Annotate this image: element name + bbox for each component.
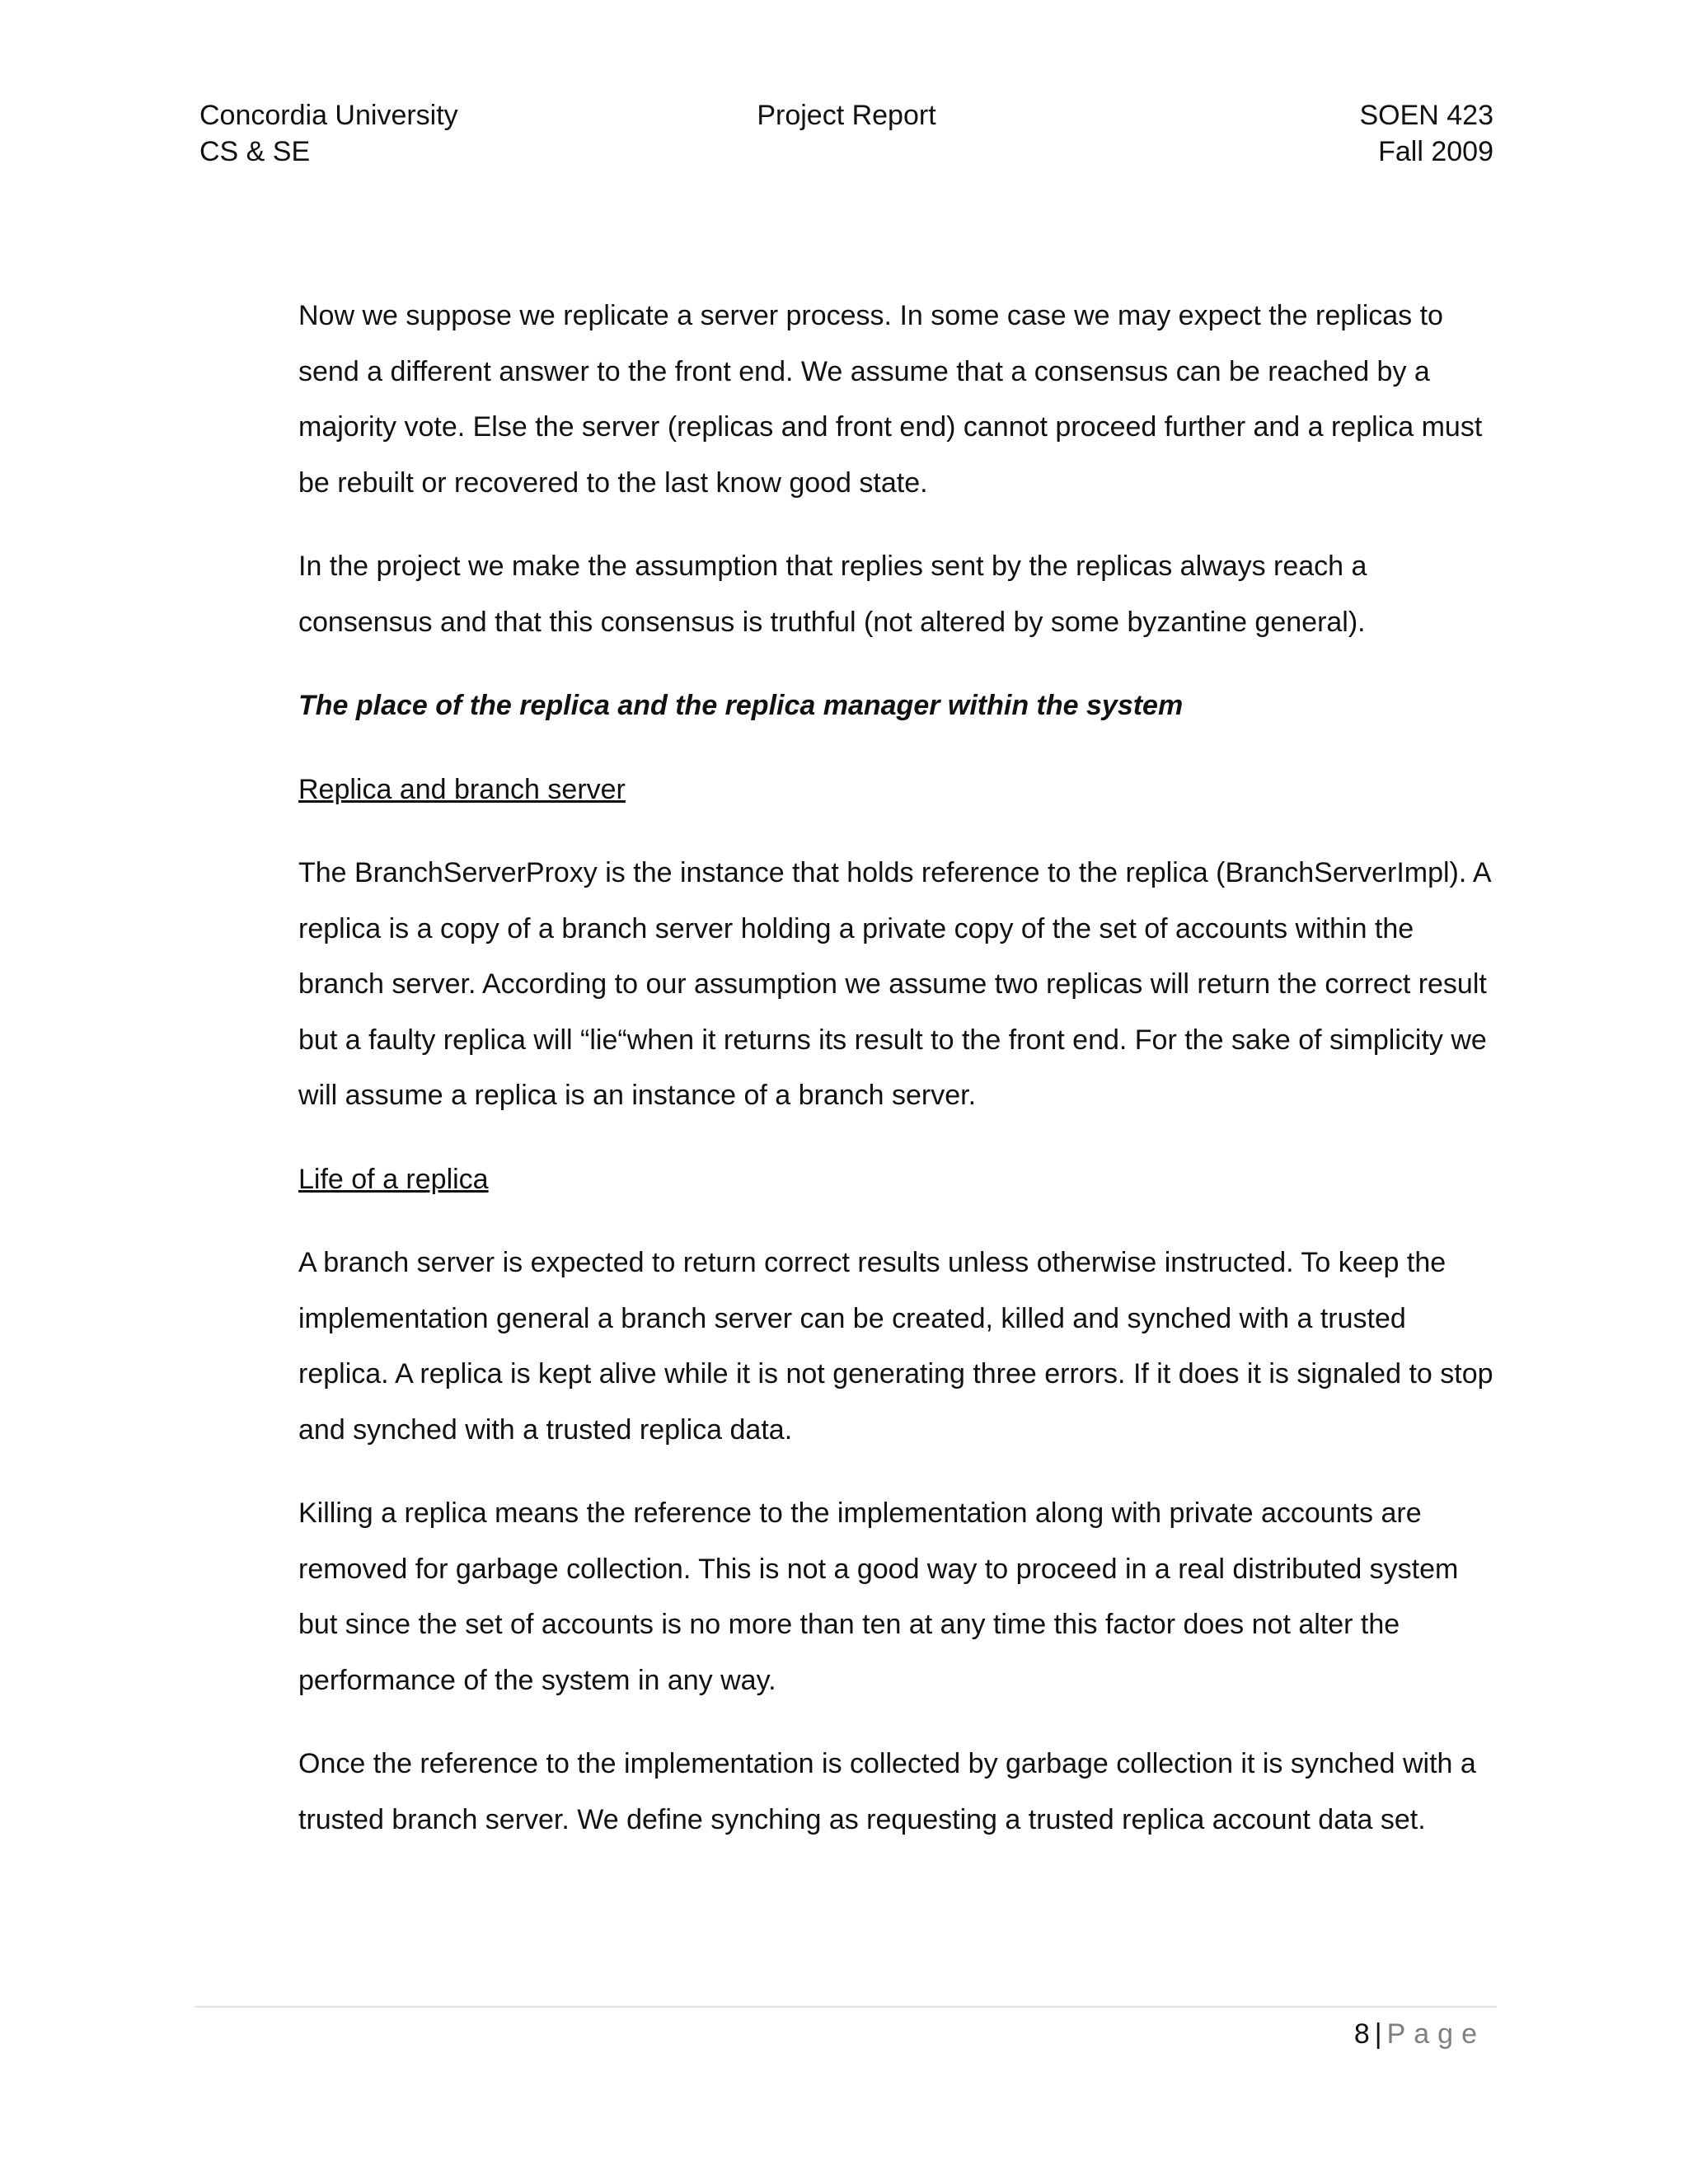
- header-term: Fall 2009: [1378, 136, 1493, 167]
- body-paragraph: Once the reference to the implementation is collected by garbage collection it is synched with a trusted branch server. We define synching as requesting a trusted replica account data set.: [298, 1748, 1476, 1835]
- header-institution: Concordia University: [199, 100, 458, 131]
- footer-divider: [195, 2006, 1497, 2008]
- document-body: [298, 288, 1502, 1876]
- page-header: [199, 97, 1493, 180]
- body-paragraph: A branch server is expected to return correct results unless otherwise instructed. To keep the implementation general a branch server can be created, killed and synched with a trusted replica. A replica is kept alive while it is not generating three errors. If it does it is signaled to stop and synched with a trusted replica data.: [298, 1247, 1493, 1446]
- page-footer: [1354, 2016, 1485, 2052]
- footer-separator: |: [1374, 2018, 1382, 2050]
- subsection-heading-replica-and-branch-server: Replica and branch server: [298, 773, 626, 805]
- section-heading: The place of the replica and the replica manager within the system: [298, 690, 1184, 721]
- page-label: Page: [1386, 2018, 1485, 2050]
- header-department: CS & SE: [199, 136, 311, 167]
- body-paragraph: The BranchServerProxy is the instance that holds reference to the replica (BranchServerImpl). A replica is a copy of a branch server holding a private copy of the set of accounts within the branch server. According to our assumption we assume two replicas will return the correct result but a faulty replica will “lie“when it returns its result to the front end. For the sake of simplicity we will assume a replica is an instance of a branch server.: [298, 857, 1490, 1111]
- page-number: 8: [1353, 2018, 1370, 2050]
- header-center: [199, 97, 1493, 134]
- header-course-code: SOEN 423: [1359, 100, 1493, 131]
- body-paragraph: Killing a replica means the reference to the implementation along with private accounts are removed for garbage collection. This is not a good way to proceed in a real distributed system but since the set of accounts is no more than ten at any time this factor does not alter the performance of the system in any way.: [298, 1497, 1459, 1696]
- header-right: [1359, 97, 1493, 170]
- header-document-type: Project Report: [757, 100, 936, 131]
- subsection-heading-life-of-a-replica: Life of a replica: [298, 1163, 489, 1195]
- body-paragraph: Now we suppose we replicate a server process. In some case we may expect the replicas to send a different answer to the front end. We assume that a consensus can be reached by a majority vote. Else the server (replicas and front end) cannot proceed further and a replica must be rebuilt or recovered to the last know good state.: [298, 300, 1483, 499]
- body-paragraph: In the project we make the assumption that replies sent by the replicas always reach a consensus and that this consensus is truthful (not altered by some byzantine general).: [298, 551, 1367, 638]
